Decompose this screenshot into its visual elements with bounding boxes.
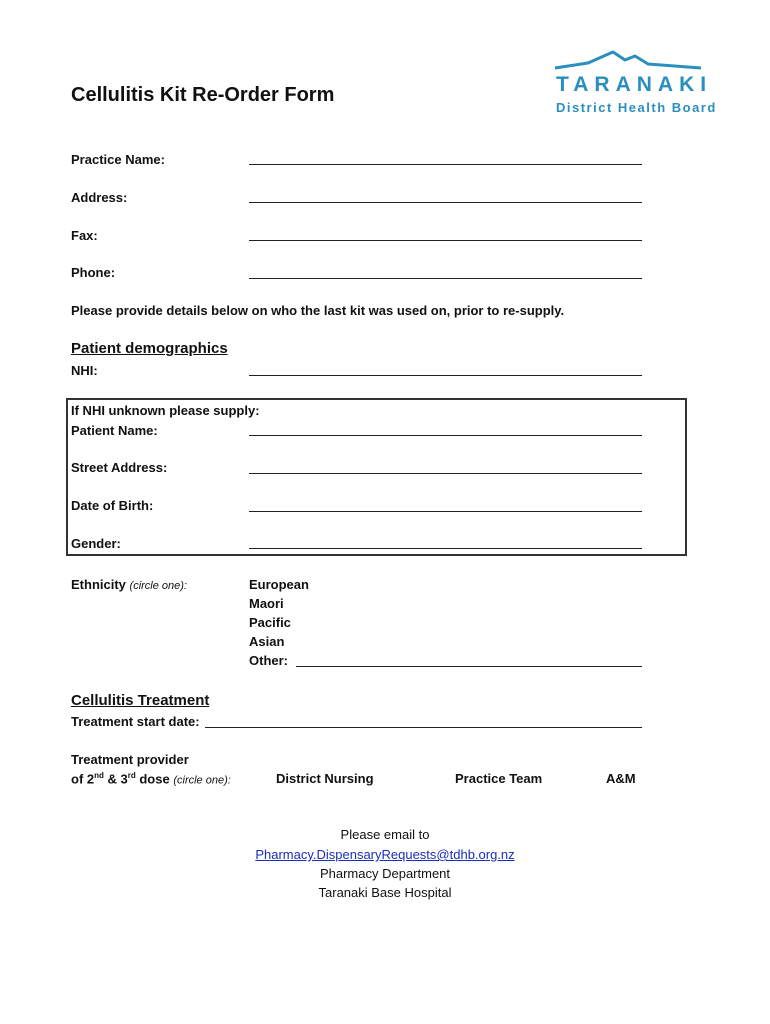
mountain-icon xyxy=(553,50,703,72)
street-address-field[interactable] xyxy=(249,473,642,474)
provider-option-practice-team[interactable]: Practice Team xyxy=(455,771,543,786)
practice-name-label: Practice Name: xyxy=(71,152,165,167)
logo-name: TARANAKI xyxy=(556,73,713,96)
patient-demographics-heading: Patient demographics xyxy=(71,340,228,357)
ethnicity-option-asian[interactable]: Asian xyxy=(249,634,285,649)
address-field[interactable] xyxy=(249,202,642,203)
provider-rd-sup: rd xyxy=(127,771,136,780)
patient-name-label: Patient Name: xyxy=(71,423,158,438)
department-text: Pharmacy Department xyxy=(319,866,451,881)
provider-option-district-nursing[interactable]: District Nursing xyxy=(276,771,374,786)
ethnicity-option-other[interactable]: Other: xyxy=(249,653,288,668)
treatment-provider-dose-label xyxy=(71,771,231,786)
fax-field[interactable] xyxy=(249,240,642,241)
nhi-unknown-text: If NHI unknown please supply: xyxy=(71,403,260,418)
provider-dose-text: dose xyxy=(135,771,170,787)
email-prompt: Please email to xyxy=(340,827,430,842)
ethnicity-option-pacific[interactable]: Pacific xyxy=(249,615,291,630)
provider-of-text: of 2 xyxy=(71,771,95,787)
street-address-label: Street Address: xyxy=(71,460,168,475)
ethnicity-option-maori[interactable]: Maori xyxy=(249,596,284,611)
dob-field[interactable] xyxy=(249,511,642,512)
practice-name-field[interactable] xyxy=(249,164,642,165)
treatment-start-date-field[interactable] xyxy=(205,727,642,728)
email-link[interactable]: Pharmacy.DispensaryRequests@tdhb.org.nz xyxy=(255,847,515,862)
phone-field[interactable] xyxy=(249,278,642,279)
provider-option-am[interactable]: A&M xyxy=(606,771,636,786)
treatment-provider-label: Treatment provider xyxy=(71,752,189,767)
nhi-unknown-box xyxy=(66,398,687,556)
ethnicity-label-row xyxy=(71,577,187,592)
logo-subtitle: District Health Board xyxy=(556,100,717,115)
gender-field[interactable] xyxy=(249,548,642,549)
nhi-field[interactable] xyxy=(249,375,642,376)
gender-label: Gender: xyxy=(71,536,121,551)
dob-label: Date of Birth: xyxy=(71,498,154,513)
ethnicity-other-field[interactable] xyxy=(296,666,642,667)
fax-label: Fax: xyxy=(71,228,98,243)
provider-circle-one: (circle one): xyxy=(173,774,231,787)
treatment-start-date-label: Treatment start date: xyxy=(71,714,200,729)
cellulitis-treatment-heading: Cellulitis Treatment xyxy=(71,692,210,709)
ethnicity-label: Ethnicity xyxy=(71,577,126,592)
nhi-label: NHI: xyxy=(71,363,98,378)
hospital-text: Taranaki Base Hospital xyxy=(318,885,452,900)
ethnicity-circle-one: (circle one): xyxy=(129,580,187,592)
provider-amp-text: & 3 xyxy=(103,771,128,787)
provider-nd-sup: nd xyxy=(94,771,104,780)
email-row xyxy=(0,847,770,862)
phone-label: Phone: xyxy=(71,265,116,280)
form-title: Cellulitis Kit Re-Order Form xyxy=(71,84,335,106)
instruction-text: Please provide details below on who the last kit was used on, prior to re-supply. xyxy=(71,303,565,318)
ethnicity-option-european[interactable]: European xyxy=(249,577,309,592)
address-label: Address: xyxy=(71,190,128,205)
patient-name-field[interactable] xyxy=(249,435,642,436)
